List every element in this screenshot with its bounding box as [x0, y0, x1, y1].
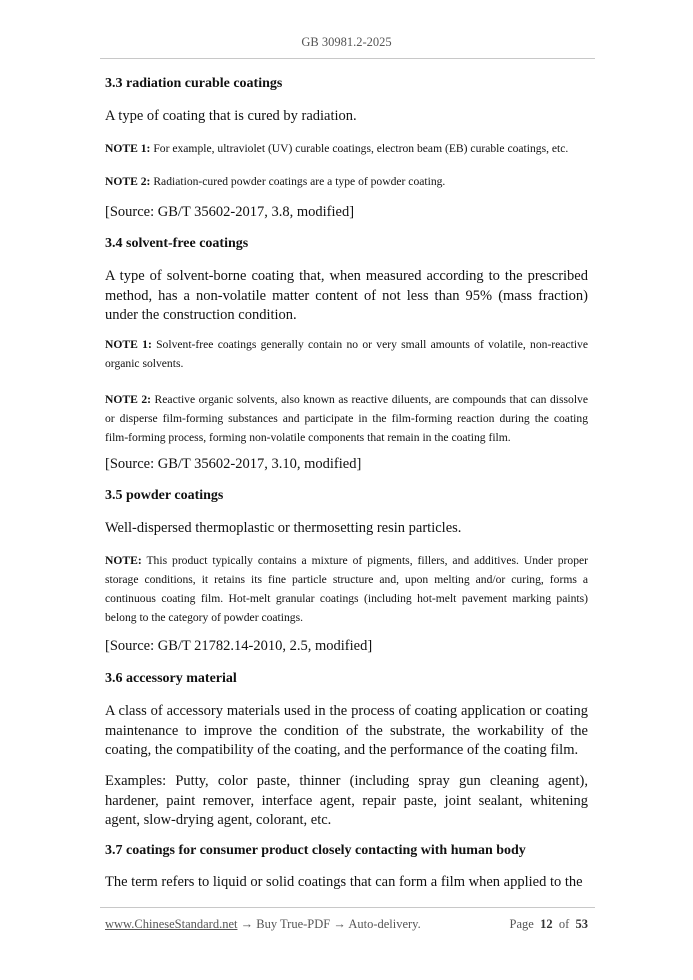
arrow-icon: → — [333, 917, 346, 931]
section-heading: 3.5 powder coatings — [105, 488, 224, 503]
note-text: Solvent-free coatings generally contain no or very small amounts of volatile, non-reactive organic solvents. — [105, 338, 588, 370]
note-label: NOTE: — [105, 554, 142, 567]
note — [105, 551, 588, 627]
note — [105, 172, 588, 191]
section-heading: 3.6 accessory material — [105, 671, 237, 686]
note — [105, 139, 588, 158]
total-pages: 53 — [575, 917, 588, 931]
section-heading: 3.3 radiation curable coatings — [105, 76, 283, 91]
arrow-icon: → — [240, 917, 254, 931]
note-label: NOTE 2: — [105, 175, 151, 188]
header-rule — [100, 58, 595, 59]
current-page: 12 — [540, 917, 553, 931]
source-citation: [Source: GB/T 21782.14-2010, 2.5, modified] — [105, 638, 373, 654]
definition: Well-dispersed thermoplastic or thermosetting resin particles. — [105, 520, 462, 536]
note-text: This product typically contains a mixture of pigments, fillers, and additives. Under proper storage conditions, it retains its fine particle structure and, upon melting and/or curing, forms a continuous coating film. Hot-melt granular coatings (including hot-melt pavement marking paints) belong to the category of powder coatings. — [105, 554, 588, 624]
note — [105, 335, 588, 373]
delivery-text: Auto-delivery. — [348, 917, 421, 931]
note — [105, 390, 588, 447]
footer-rule — [100, 907, 595, 908]
note-text: Reactive organic solvents, also known as reactive diluents, are compounds that can dissolve or disperse film-forming substances and participate in the film-forming reaction during the coating film-forming process, forming non-volatile components that remain in the coating film. — [105, 393, 588, 444]
note-label: NOTE 2: — [105, 393, 152, 406]
section-heading: 3.4 solvent-free coatings — [105, 236, 249, 251]
note-label: NOTE 1: — [105, 338, 152, 351]
source-citation: [Source: GB/T 35602-2017, 3.10, modified] — [105, 456, 362, 472]
source-citation: [Source: GB/T 35602-2017, 3.8, modified] — [105, 204, 355, 220]
footer — [105, 917, 588, 932]
of-label: of — [558, 917, 570, 931]
page-number — [510, 917, 588, 932]
website-link[interactable]: www.ChineseStandard.net — [105, 917, 238, 931]
definition: The term refers to liquid or solid coatings that can form a film when applied to the — [105, 874, 583, 890]
note-text: For example, ultraviolet (UV) curable coatings, electron beam (EB) curable coatings, etc. — [153, 142, 569, 155]
buy-text: Buy True-PDF — [256, 917, 331, 931]
definition: A class of accessory materials used in the process of coating application or coating maintenance to improve the condition of the substrate, the workability of the coating, the compatibility of the coating, and the performance of the coating film. — [105, 703, 588, 758]
examples: Examples: Putty, color paste, thinner (including spray gun cleaning agent), hardener, paint remover, interface agent, repair paste, joint sealant, whitening agent, slow-drying agent, colorant, etc. — [105, 773, 588, 828]
note-text: Radiation-cured powder coatings are a type of powder coating. — [153, 175, 446, 188]
definition: A type of coating that is cured by radiation. — [105, 108, 357, 124]
document-id-header: GB 30981.2-2025 — [301, 35, 392, 49]
page-label: Page — [509, 917, 534, 931]
footer-promo — [105, 917, 421, 932]
note-label: NOTE 1: — [105, 142, 151, 155]
definition: A type of solvent-borne coating that, when measured according to the prescribed method, has a non-volatile matter content of not less than 95% (mass fraction) under the construction condition. — [105, 268, 588, 323]
section-heading: 3.7 coatings for consumer product closely contacting with human body — [105, 843, 526, 858]
